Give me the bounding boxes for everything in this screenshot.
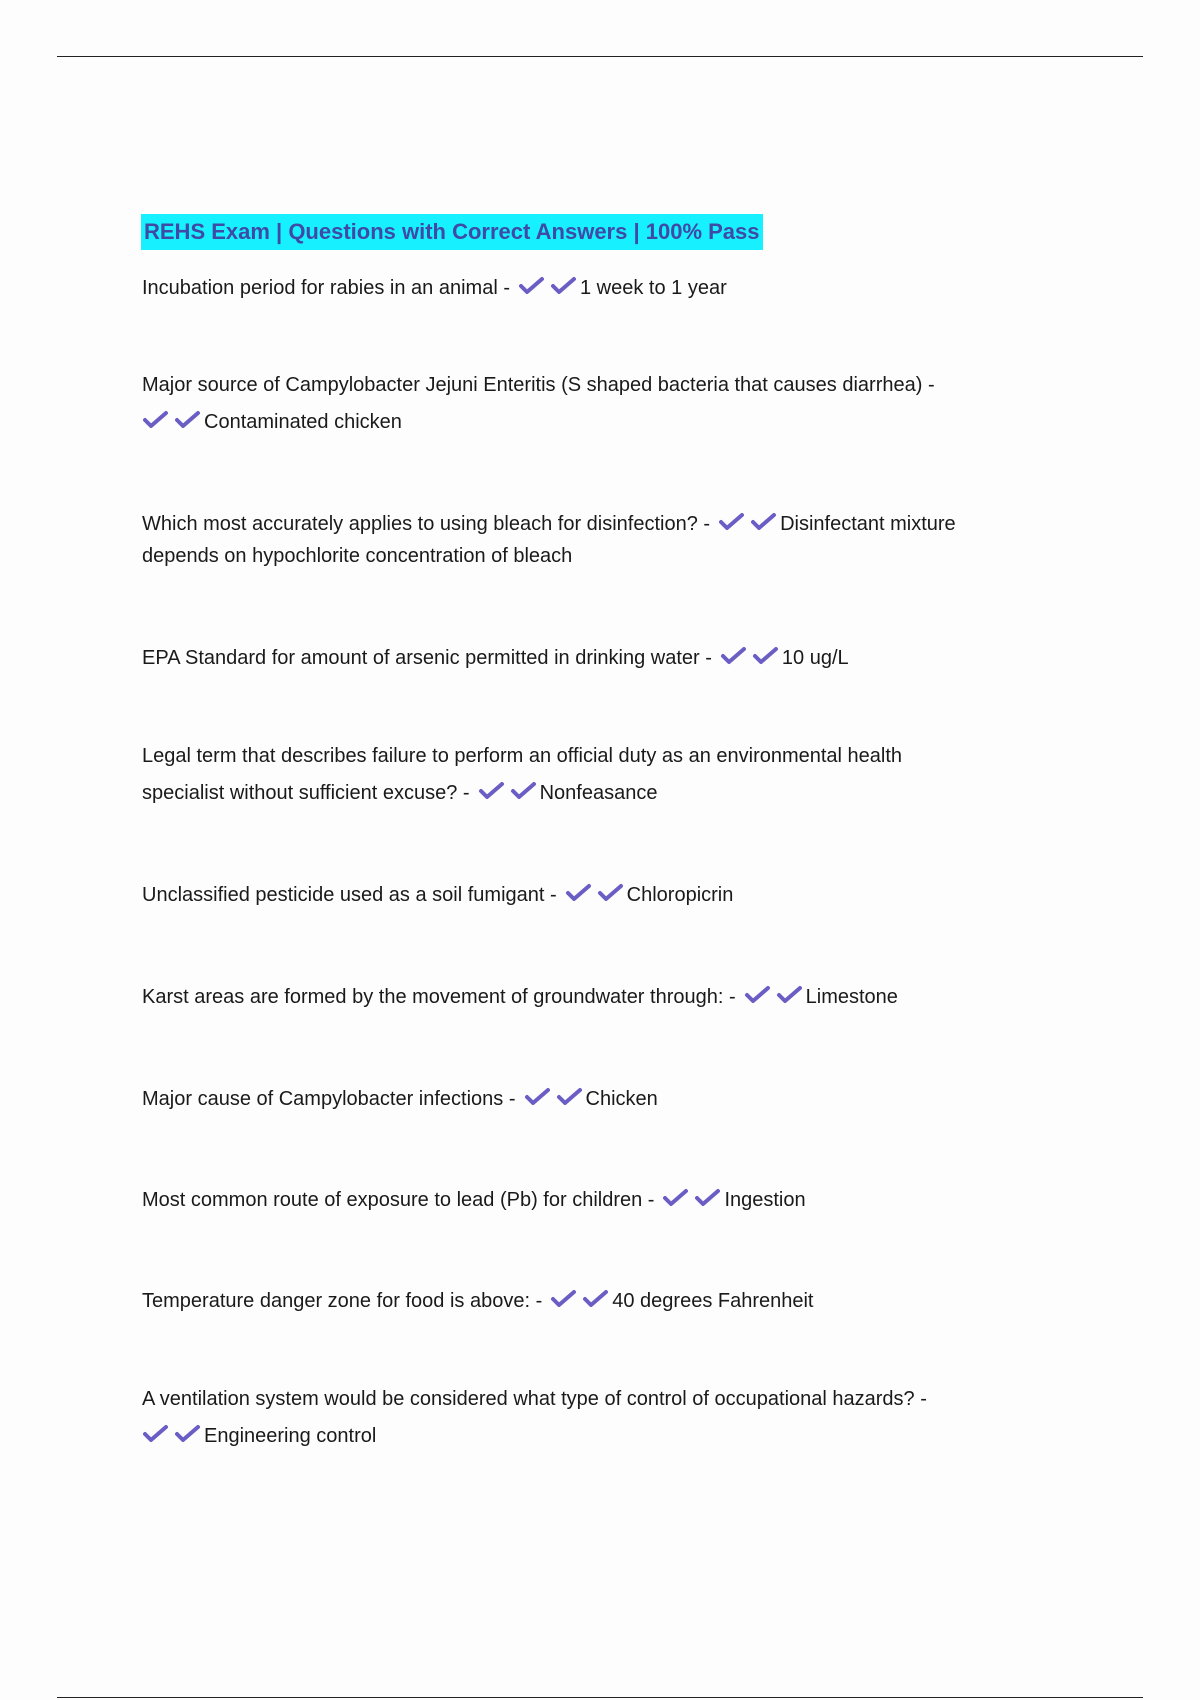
answer-text: 10 ug/L bbox=[781, 647, 849, 669]
double-check-icon bbox=[518, 275, 578, 297]
qa-item bbox=[142, 1381, 1042, 1455]
double-check-icon bbox=[142, 409, 202, 431]
qa-item bbox=[142, 979, 1042, 1016]
double-check-icon bbox=[478, 780, 538, 802]
answer-text: Nonfeasance bbox=[539, 782, 658, 804]
bottom-rule bbox=[57, 1697, 1143, 1698]
question-text: Temperature danger zone for food is above: - bbox=[142, 1290, 543, 1312]
question-text: Incubation period for rabies in an animal - bbox=[142, 277, 510, 299]
qa-item bbox=[142, 1283, 1042, 1320]
qa-item bbox=[142, 506, 1042, 575]
answer-text: Ingestion bbox=[724, 1189, 806, 1211]
double-check-icon bbox=[720, 645, 780, 667]
qa-item bbox=[142, 1182, 1042, 1219]
answer-text: Chicken bbox=[585, 1088, 658, 1110]
double-check-icon bbox=[744, 984, 804, 1006]
qa-item bbox=[142, 1081, 1042, 1118]
answer-text: Limestone bbox=[805, 986, 898, 1008]
answer-text-continued: depends on hypochlorite concentration of bleach bbox=[142, 545, 573, 567]
question-text: Major cause of Campylobacter infections - bbox=[142, 1088, 516, 1110]
answer-text: Disinfectant mixture bbox=[780, 513, 956, 535]
document-title: REHS Exam | Questions with Correct Answers | 100% Pass bbox=[141, 214, 763, 250]
answer-text: 1 week to 1 year bbox=[580, 277, 727, 299]
double-check-icon bbox=[662, 1187, 722, 1209]
qa-item bbox=[142, 738, 1042, 812]
question-text: Karst areas are formed by the movement of groundwater through: - bbox=[142, 986, 736, 1008]
answer-text: Engineering control bbox=[204, 1425, 377, 1447]
double-check-icon bbox=[524, 1086, 584, 1108]
question-text: Legal term that describes failure to perform an official duty as an environmental health bbox=[142, 745, 903, 767]
qa-item bbox=[142, 367, 1042, 441]
question-text-continued: specialist without sufficient excuse? - bbox=[142, 782, 470, 804]
qa-item bbox=[142, 640, 1042, 677]
top-rule bbox=[57, 56, 1143, 57]
double-check-icon bbox=[550, 1288, 610, 1310]
question-text: A ventilation system would be considered what type of control of occupational hazards? - bbox=[142, 1388, 927, 1410]
double-check-icon bbox=[142, 1423, 202, 1445]
answer-text: 40 degrees Fahrenheit bbox=[612, 1290, 814, 1312]
qa-item bbox=[142, 270, 1042, 307]
qa-item bbox=[142, 877, 1042, 914]
answer-text: Chloropicrin bbox=[626, 884, 734, 906]
question-text: EPA Standard for amount of arsenic permitted in drinking water - bbox=[142, 647, 712, 669]
double-check-icon bbox=[565, 882, 625, 904]
double-check-icon bbox=[718, 511, 778, 533]
question-text: Major source of Campylobacter Jejuni Enteritis (S shaped bacteria that causes diarrhea) - bbox=[142, 374, 935, 396]
question-text: Unclassified pesticide used as a soil fumigant - bbox=[142, 884, 557, 906]
answer-text: Contaminated chicken bbox=[204, 411, 402, 433]
question-text: Most common route of exposure to lead (Pb) for children - bbox=[142, 1189, 655, 1211]
question-text: Which most accurately applies to using bleach for disinfection? - bbox=[142, 513, 711, 535]
